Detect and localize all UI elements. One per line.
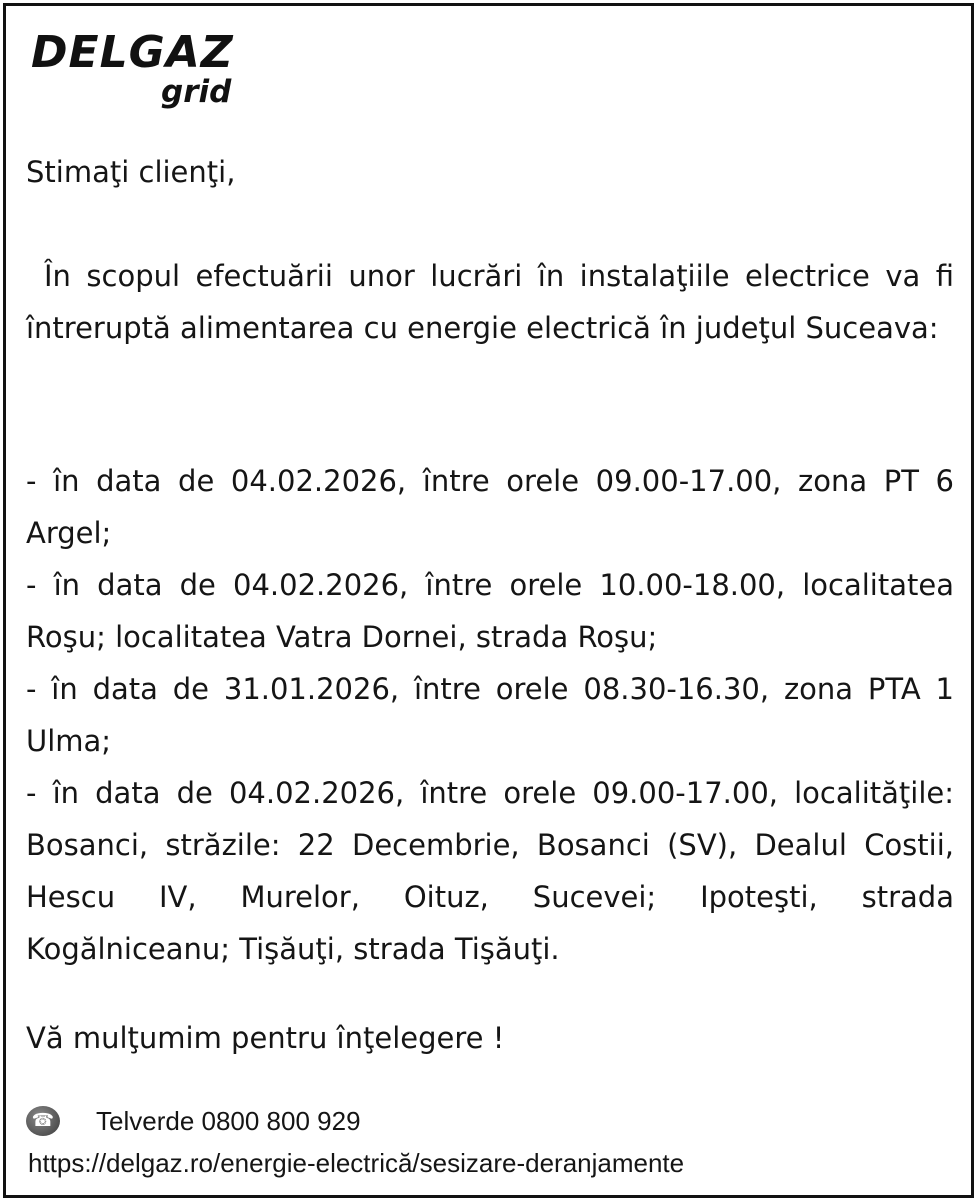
thanks-line: Vă mulţumim pentru înţelegere !: [26, 1021, 505, 1055]
outage-item: - în data de 04.02.2026, între orele 09.00-17.00, localităţile: Bosanci, străzile: 22 Decembrie, Bosanci (SV), Dealul Costii, Hescu IV, Murelor, Oituz, Sucevei; Ipoteşti, strada Kogălniceanu; Tişăuţi, strada Tişăuţi.: [26, 776, 954, 966]
phone-row: [26, 1104, 626, 1140]
logo-sub: grid: [161, 74, 232, 110]
phone-icon: ☎: [26, 1106, 60, 1136]
greeting: Stimaţi clienţi,: [26, 155, 236, 189]
intro-paragraph: În scopul efectuării unor lucrări în instalaţiile electrice va fi întreruptă alimentarea cu energie electrică în judeţul Suceava:: [26, 259, 954, 345]
outage-item: - în data de 04.02.2026, între orele 09.00-17.00, zona PT 6 Argel;: [26, 464, 954, 550]
outage-item: - în data de 31.01.2026, între orele 08.30-16.30, zona PTA 1 Ulma;: [26, 672, 954, 758]
report-url[interactable]: https://delgaz.ro/energie-electrică/sesizare-deranjamente: [28, 1148, 685, 1178]
outage-list: [26, 455, 954, 975]
phone-number: Telverde 0800 800 929: [96, 1106, 361, 1136]
logo-brand: DELGAZ: [31, 27, 234, 78]
outage-item: - în data de 04.02.2026, între orele 10.00-18.00, localitatea Roşu; localitatea Vatra Dornei, strada Roşu;: [26, 568, 954, 654]
delgaz-grid-logo: [31, 28, 261, 118]
